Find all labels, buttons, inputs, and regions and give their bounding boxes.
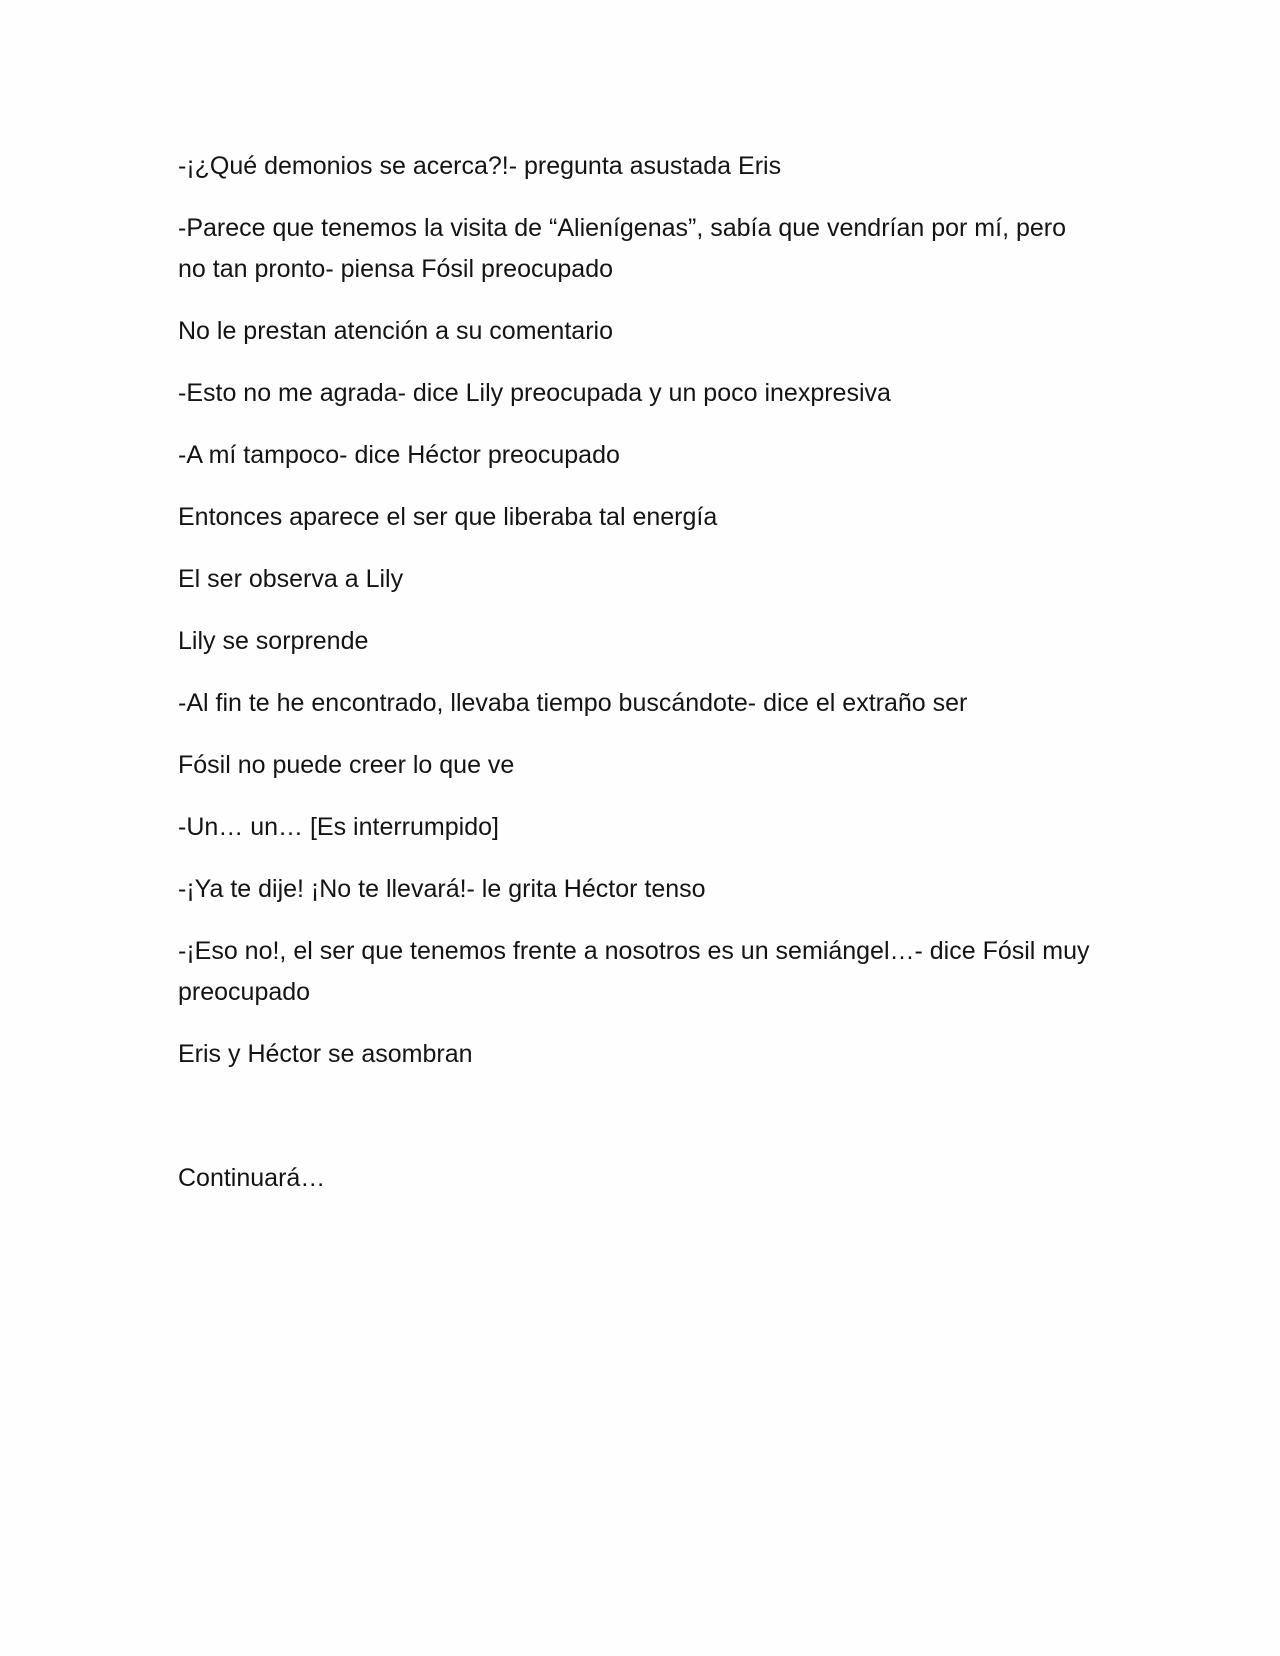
document-body: [178, 146, 1098, 1220]
paragraph: -¡Ya te dije! ¡No te llevará!- le grita Héctor tenso: [178, 875, 706, 903]
blank-line-spacer: [178, 1096, 1098, 1158]
closing-line: Continuará…: [178, 1164, 326, 1192]
paragraph: Fósil no puede creer lo que ve: [178, 751, 515, 779]
paragraph: No le prestan atención a su comentario: [178, 317, 613, 345]
paragraph: -Al fin te he encontrado, llevaba tiempo buscándote- dice el extraño ser: [178, 689, 968, 717]
paragraph: Eris y Héctor se asombran: [178, 1040, 473, 1068]
paragraph: -Un… un… [Es interrumpido]: [178, 813, 499, 841]
paragraph: El ser observa a Lily: [178, 565, 404, 593]
paragraph: -Parece que tenemos la visita de “Alienígenas”, sabía que vendrían por mí, pero no tan pronto- piensa Fósil preocupado: [178, 214, 1067, 283]
paragraph: -A mí tampoco- dice Héctor preocupado: [178, 441, 620, 469]
paragraph: -¡¿Qué demonios se acerca?!- pregunta asustada Eris: [178, 152, 782, 180]
paragraph: -Esto no me agrada- dice Lily preocupada y un poco inexpresiva: [178, 379, 891, 407]
paragraph: Entonces aparece el ser que liberaba tal energía: [178, 503, 718, 531]
paragraph: Lily se sorprende: [178, 627, 369, 655]
paragraph: -¡Eso no!, el ser que tenemos frente a nosotros es un semiángel…- dice Fósil muy preocupado: [178, 937, 1090, 1006]
